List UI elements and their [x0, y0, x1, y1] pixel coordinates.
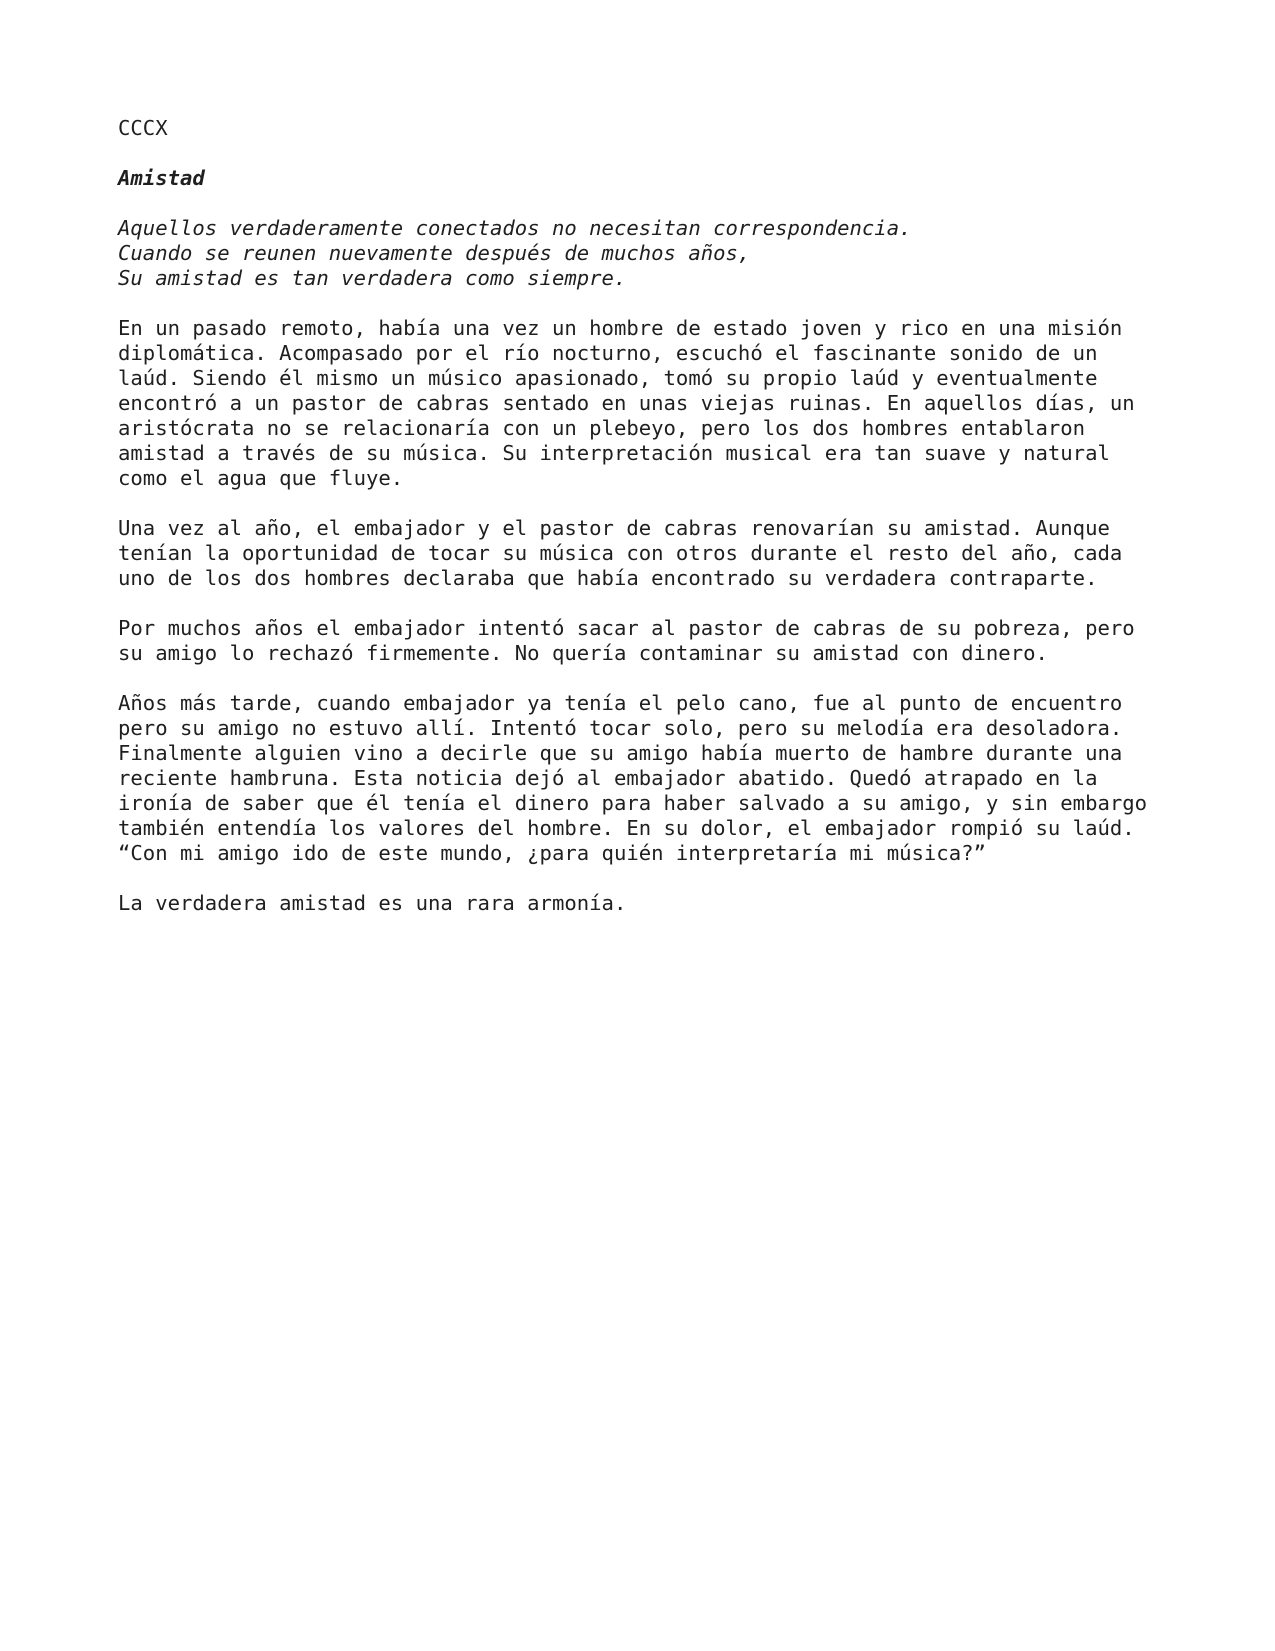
paragraph-line: pero su amigo no estuvo allí. Intentó tocar solo, pero su melodía era desoladora. — [118, 716, 1123, 740]
paragraph-line: ironía de saber que él tenía el dinero para haber salvado a su amigo, y sin embargo — [118, 791, 1148, 815]
paragraph-line: reciente hambruna. Esta noticia dejó al embajador abatido. Quedó atrapado en la — [118, 766, 1098, 790]
verse-line: Cuando se reunen nuevamente después de muchos años, — [118, 241, 751, 265]
verse-line: Aquellos verdaderamente conectados no necesitan correspondencia. — [118, 216, 912, 240]
paragraph-line: aristócrata no se relacionaría con un plebeyo, pero los dos hombres entablaron — [118, 416, 1086, 440]
verse-line: Su amistad es tan verdadera como siempre. — [118, 266, 627, 290]
paragraph-line: diplomática. Acompasado por el río nocturno, escuchó el fascinante sonido de un — [118, 341, 1098, 365]
paragraph-line: tenían la oportunidad de tocar su música con otros durante el resto del año, cada — [118, 541, 1123, 565]
chapter-number-block — [118, 116, 1178, 141]
paragraph-line: su amigo lo rechazó firmemente. No quería contaminar su amistad con dinero. — [118, 641, 1048, 665]
closing-paragraph — [118, 891, 1178, 916]
paragraph-line: Finalmente alguien vino a decirle que su amigo había muerto de hambre durante una — [118, 741, 1123, 765]
chapter-number: CCCX — [118, 116, 168, 140]
paragraph-line: uno de los dos hombres declaraba que había encontrado su verdadera contraparte. — [118, 566, 1098, 590]
paragraph-line: laúd. Siendo él mismo un músico apasionado, tomó su propio laúd y eventualmente — [118, 366, 1098, 390]
closing-line: La verdadera amistad es una rara armonía. — [118, 891, 627, 915]
paragraph-line: “Con mi amigo ido de este mundo, ¿para quién interpretaría mi música?” — [118, 841, 986, 865]
title-block — [118, 166, 1178, 191]
epigraph-verse — [118, 216, 1178, 291]
paragraph-3 — [118, 616, 1178, 666]
paragraph-line: Por muchos años el embajador intentó sacar al pastor de cabras de su pobreza, pero — [118, 616, 1135, 640]
paragraph-line: Años más tarde, cuando embajador ya tenía el pelo cano, fue al punto de encuentro — [118, 691, 1123, 715]
paragraph-line: amistad a través de su música. Su interpretación musical era tan suave y natural — [118, 441, 1110, 465]
paragraph-line: Una vez al año, el embajador y el pastor de cabras renovarían su amistad. Aunque — [118, 516, 1110, 540]
paragraph-2 — [118, 516, 1178, 591]
document-body — [118, 116, 1178, 941]
paragraph-line: encontró a un pastor de cabras sentado en unas viejas ruinas. En aquellos días, un — [118, 391, 1135, 415]
paragraph-1 — [118, 316, 1178, 491]
chapter-title: Amistad — [118, 166, 205, 190]
paragraph-line: como el agua que fluye. — [118, 466, 404, 490]
paragraph-4 — [118, 691, 1178, 866]
paragraph-line: En un pasado remoto, había una vez un hombre de estado joven y rico en una misión — [118, 316, 1123, 340]
paragraph-line: también entendía los valores del hombre. En su dolor, el embajador rompió su laúd. — [118, 816, 1135, 840]
